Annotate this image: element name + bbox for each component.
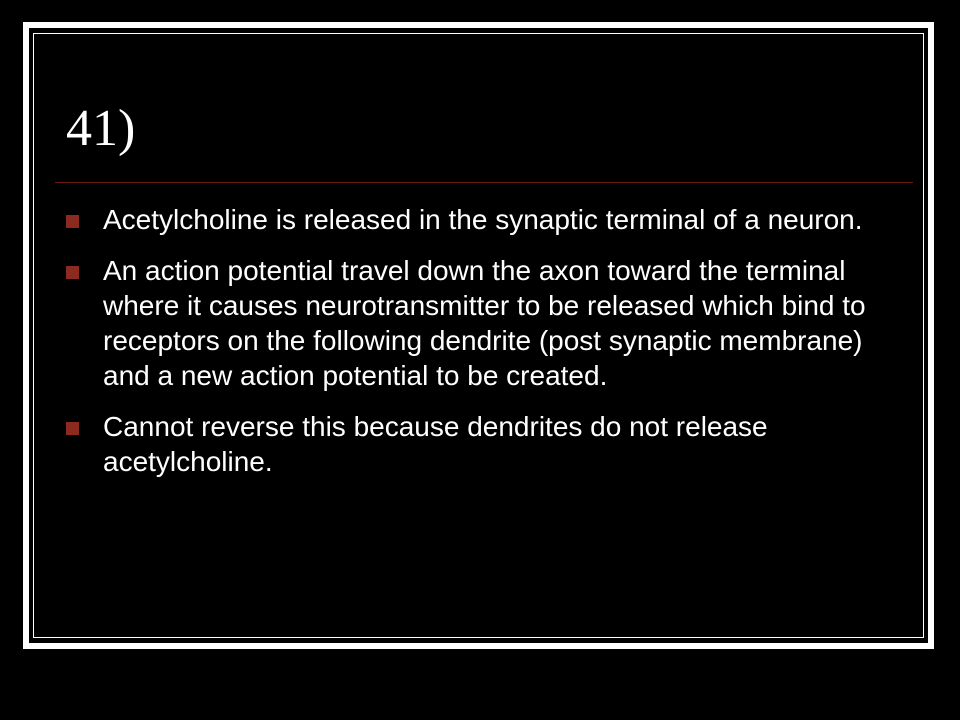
bullet-text: An action potential travel down the axon toward the terminal where it causes neurotransmitter to be released which bind to receptors on the following dendrite (post synaptic membrane) and a new action potential to be created. — [103, 255, 866, 391]
slide-title: 41) — [66, 100, 136, 157]
bullet-item — [66, 253, 866, 393]
title-divider — [55, 182, 913, 183]
square-bullet-icon — [66, 215, 79, 228]
square-bullet-icon — [66, 266, 79, 279]
bullet-text: Cannot reverse this because dendrites do not release acetylcholine. — [103, 411, 768, 477]
bullet-list — [66, 202, 866, 495]
bullet-text: Acetylcholine is released in the synaptic terminal of a neuron. — [103, 204, 863, 235]
bullet-item — [66, 202, 866, 237]
bullet-item — [66, 409, 866, 479]
square-bullet-icon — [66, 422, 79, 435]
